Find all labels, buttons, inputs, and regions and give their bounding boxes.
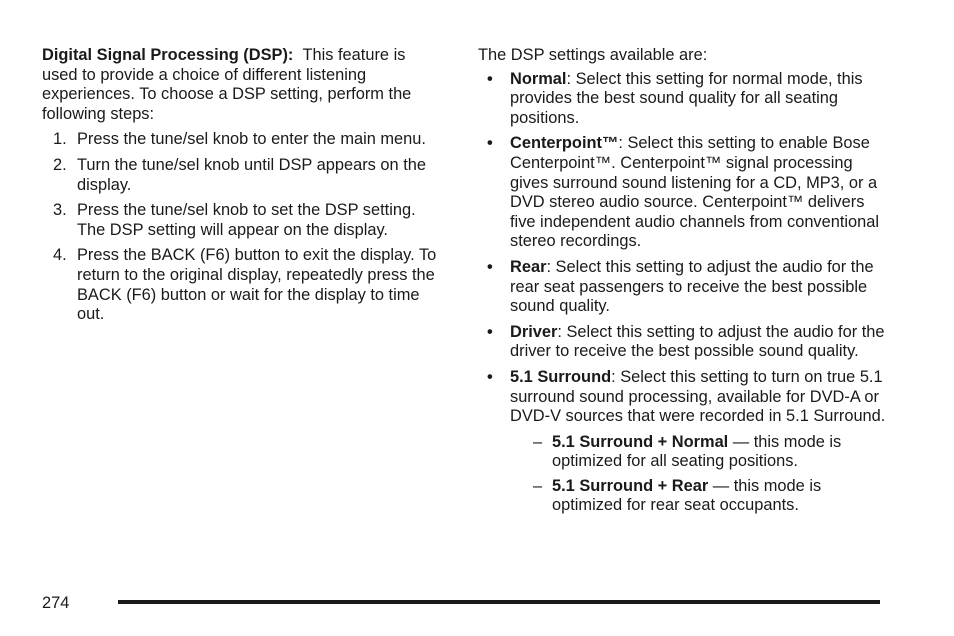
list-item bbox=[42, 246, 442, 324]
setting-label: Normal bbox=[510, 69, 567, 88]
surround-sublist bbox=[510, 433, 888, 516]
step-text: Press the tune/sel knob to enter the main menu. bbox=[77, 130, 426, 149]
footer-rule bbox=[118, 600, 880, 604]
sub-setting-text: — this mode is optimized for all seating positions. bbox=[552, 432, 842, 471]
bullet-icon: • bbox=[487, 367, 493, 386]
list-item bbox=[478, 134, 888, 252]
right-column bbox=[478, 46, 888, 522]
intro-text: This feature is used to provide a choice of different listening experiences. To choose a DSP setting, perform the following steps: bbox=[42, 46, 412, 123]
bullet-icon: • bbox=[487, 69, 493, 88]
list-item bbox=[510, 433, 888, 472]
setting-text: : Select this setting for normal mode, this provides the best sound quality for all seating positions. bbox=[510, 69, 863, 127]
sub-setting-label: 5.1 Surround + Rear bbox=[552, 476, 709, 495]
page-number: 274 bbox=[42, 594, 70, 612]
setting-text: : Select this setting to adjust the audio for the driver to receive the best possible sound quality. bbox=[510, 322, 885, 361]
intro-label: Digital Signal Processing (DSP): bbox=[42, 46, 294, 64]
list-item bbox=[42, 156, 442, 195]
list-item bbox=[510, 477, 888, 516]
sub-setting-label: 5.1 Surround + Normal bbox=[552, 432, 729, 451]
step-text: Press the BACK (F6) button to exit the display. To return to the original display, repeatedly press the BACK (F6) button or wait for the display to time out. bbox=[77, 246, 437, 324]
setting-text: : Select this setting to enable Bose Centerpoint™. Centerpoint™ signal processing gives surround sound listening for a CD, MP3, or a DVD stereo audio source. Centerpoint™ delivers five independent audio channels from conventional stereo recordings. bbox=[510, 134, 880, 251]
list-item bbox=[42, 201, 442, 240]
step-number: 4. bbox=[53, 246, 67, 265]
step-number: 1. bbox=[53, 130, 67, 149]
setting-text: : Select this setting to turn on true 5.1 surround sound processing, available for DVD-A or DVD-V sources that were recorded in 5.1 Surround. bbox=[510, 367, 886, 426]
settings-intro: The DSP settings available are: bbox=[478, 46, 708, 64]
setting-label: Driver bbox=[510, 322, 558, 341]
bullet-icon: • bbox=[487, 257, 493, 276]
dash-icon: – bbox=[533, 476, 543, 495]
list-item bbox=[478, 368, 888, 516]
list-item bbox=[478, 258, 888, 317]
bullet-icon: • bbox=[487, 322, 493, 341]
list-item bbox=[478, 323, 888, 362]
setting-label: Centerpoint™ bbox=[510, 134, 619, 153]
list-item bbox=[42, 130, 442, 150]
dash-icon: – bbox=[533, 432, 543, 451]
sub-setting-text: — this mode is optimized for rear seat occupants. bbox=[552, 476, 822, 515]
setting-label: 5.1 Surround bbox=[510, 367, 612, 386]
bullet-icon: • bbox=[487, 134, 493, 153]
setting-label: Rear bbox=[510, 257, 547, 276]
step-number: 3. bbox=[53, 201, 67, 220]
left-column bbox=[42, 46, 442, 331]
list-item bbox=[478, 70, 888, 129]
intro-paragraph bbox=[42, 46, 442, 124]
step-number: 2. bbox=[53, 155, 67, 174]
steps-list bbox=[42, 130, 442, 324]
step-text: Press the tune/sel knob to set the DSP setting. The DSP setting will appear on the display. bbox=[77, 201, 416, 239]
step-text: Turn the tune/sel knob until DSP appears on the display. bbox=[77, 155, 426, 194]
settings-list bbox=[478, 70, 888, 516]
setting-text: : Select this setting to adjust the audio for the rear seat passengers to receive the best possible sound quality. bbox=[510, 257, 874, 316]
